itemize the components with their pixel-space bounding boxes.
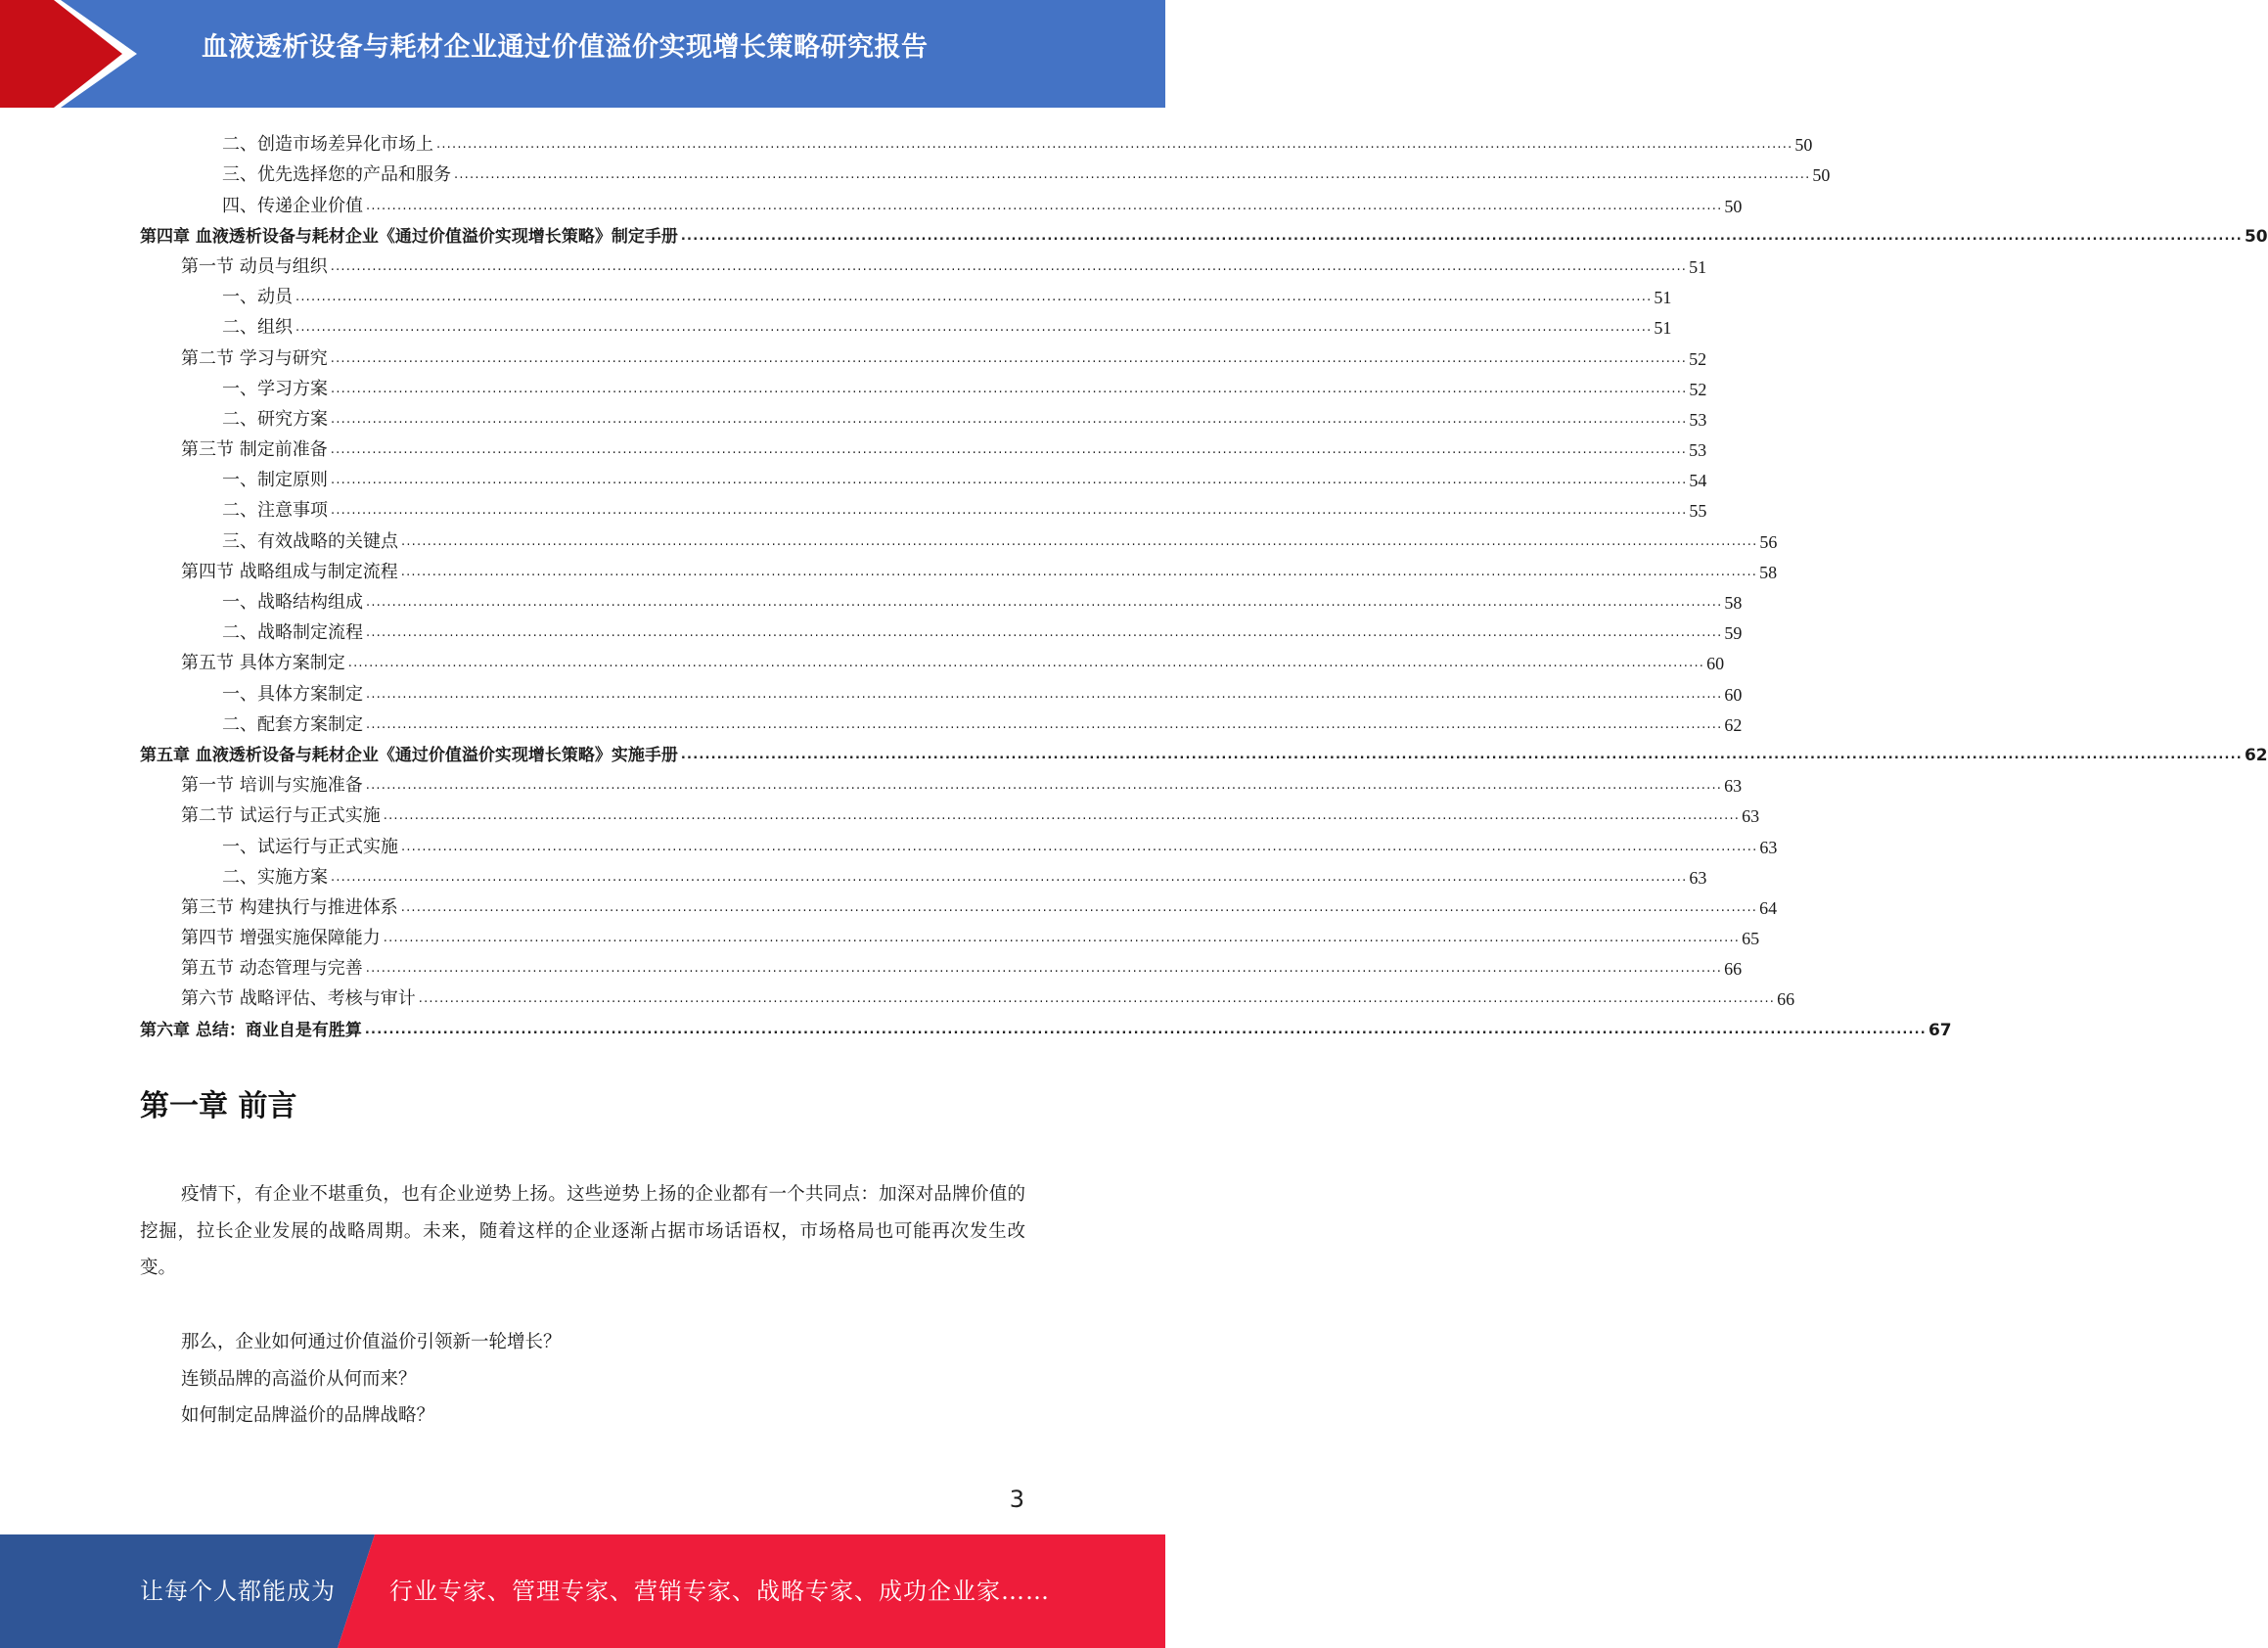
toc-entry-label: 第一节 培训与实施准备	[181, 775, 363, 797]
footer-slogan-left: 让每个人都能成为	[140, 1578, 336, 1605]
toc-subsection-entry[interactable]	[140, 186, 1743, 216]
toc-dot-leader: ....................................................................................................................................................................................................................................................................	[330, 350, 1688, 366]
question-item: 连锁品牌的高溢价从何而来？	[181, 1368, 417, 1390]
toc-subsection-entry[interactable]	[140, 156, 1831, 186]
page-number: 3	[1009, 1486, 1024, 1513]
toc-entry-label: 第五节 动态管理与完善	[181, 958, 363, 980]
toc-section-entry[interactable]	[140, 553, 1778, 583]
toc-subsection-entry[interactable]	[140, 706, 1743, 736]
toc-dot-leader: ....................................................................................................................................................................................................................................................................	[330, 258, 1688, 274]
toc-page-number: 64	[1759, 897, 1778, 918]
toc-dot-leader: ....................................................................................................................................................................................................................................................................	[365, 961, 1723, 977]
toc-page-number: 50	[2244, 226, 2268, 247]
toc-entry-label: 第四节 战略组成与制定流程	[181, 561, 398, 582]
toc-dot-leader: ....................................................................................................................................................................................................................................................................	[295, 320, 1653, 336]
toc-chapter-entry[interactable]	[140, 217, 2268, 248]
toc-dot-leader: ....................................................................................................................................................................................................................................................................	[331, 503, 1688, 519]
toc-page-number: 63	[1724, 776, 1743, 797]
toc-page-number: 53	[1689, 409, 1707, 430]
toc-subsection-entry[interactable]	[140, 522, 1778, 552]
toc-section-entry[interactable]	[140, 949, 1743, 980]
toc-entry-label: 第二节 试运行与正式实施	[181, 805, 381, 827]
toc-dot-leader: ....................................................................................................................................................................................................................................................................	[383, 808, 1741, 824]
toc-subsection-entry[interactable]	[140, 125, 1813, 156]
toc-page-number: 50	[1812, 165, 1831, 186]
toc-page-number: 58	[1724, 593, 1743, 613]
toc-subsection-entry[interactable]	[140, 400, 1707, 431]
toc-entry-label: 第六节 战略评估、考核与审计	[181, 988, 416, 1010]
toc-dot-leader: ....................................................................................................................................................................................................................................................................	[330, 442, 1688, 458]
toc-section-entry[interactable]	[140, 980, 1795, 1010]
toc-entry-label: 第四章 血液透析设备与耗材企业《通过价值溢价实现增长策略》制定手册	[140, 226, 678, 247]
toc-entry-label: 第二节 学习与研究	[181, 347, 328, 369]
toc-entry-label: 三、有效战略的关键点	[222, 530, 398, 552]
toc-section-entry[interactable]	[140, 889, 1778, 919]
toc-entry-label: 第六章 总结：商业自是有胜算	[140, 1020, 362, 1040]
toc-dot-leader: ....................................................................................................................................................................................................................................................................	[401, 839, 1758, 854]
toc-entry-label: 第一节 动员与组织	[181, 255, 328, 277]
toc-subsection-entry[interactable]	[140, 674, 1743, 705]
footer-slogan-right: 行业专家、管理专家、营销专家、战略专家、成功企业家……	[389, 1578, 1050, 1605]
toc-entry-label: 第三节 制定前准备	[181, 439, 328, 461]
toc-subsection-entry[interactable]	[140, 491, 1707, 522]
toc-entry-label: 第三节 构建执行与推进体系	[181, 896, 398, 918]
intro-paragraph: 疫情下，有企业不堪重负，也有企业逆势上扬。这些逆势上扬的企业都有一个共同点：加深对品牌价值的挖掘，拉长企业发展的战略周期。未来，随着这样的企业逐渐占据市场话语权，市场格局也可能再次发生改变。	[140, 1184, 1025, 1278]
toc-subsection-entry[interactable]	[140, 278, 1672, 308]
toc-page-number: 60	[1724, 684, 1743, 705]
toc-page-number: 50	[1794, 135, 1813, 156]
toc-page-number: 62	[1724, 714, 1743, 735]
toc-page-number: 51	[1654, 318, 1672, 339]
toc-page-number: 60	[1706, 654, 1725, 674]
toc-dot-leader: ....................................................................................................................................................................................................................................................................	[331, 473, 1688, 488]
toc-section-entry[interactable]	[140, 919, 1760, 949]
toc-entry-label: 一、试运行与正式实施	[222, 836, 398, 857]
question-list	[181, 1324, 562, 1435]
toc-chapter-entry[interactable]	[140, 736, 2268, 766]
toc-subsection-entry[interactable]	[140, 583, 1743, 614]
footer-banner	[0, 1534, 1165, 1648]
toc-dot-leader: ....................................................................................................................................................................................................................................................................	[331, 869, 1688, 885]
toc-section-entry[interactable]	[140, 431, 1707, 461]
toc-dot-leader: ....................................................................................................................................................................................................................................................................	[454, 167, 1811, 183]
toc-page-number: 50	[1724, 196, 1743, 216]
toc-section-entry[interactable]	[140, 339, 1707, 369]
toc-entry-label: 二、战略制定流程	[222, 622, 363, 644]
toc-page-number: 63	[1759, 837, 1778, 857]
table-of-contents	[140, 125, 2268, 1041]
toc-dot-leader: ....................................................................................................................................................................................................................................................................	[418, 991, 1776, 1007]
toc-entry-label: 二、配套方案制定	[222, 713, 363, 735]
toc-subsection-entry[interactable]	[140, 308, 1672, 339]
toc-chapter-entry[interactable]	[140, 1010, 1952, 1040]
toc-entry-label: 二、组织	[222, 317, 293, 339]
toc-entry-label: 一、学习方案	[222, 378, 328, 399]
toc-page-number: 56	[1759, 531, 1778, 552]
toc-subsection-entry[interactable]	[140, 370, 1707, 400]
toc-dot-leader: ....................................................................................................................................................................................................................................................................	[331, 381, 1688, 396]
header-banner	[0, 0, 1165, 108]
toc-dot-leader: ....................................................................................................................................................................................................................................................................	[366, 198, 1723, 213]
toc-entry-label: 二、研究方案	[222, 408, 328, 430]
toc-page-number: 53	[1689, 440, 1707, 461]
toc-page-number: 65	[1742, 929, 1760, 949]
toc-page-number: 63	[1742, 806, 1760, 827]
toc-section-entry[interactable]	[140, 644, 1725, 674]
toc-dot-leader: ....................................................................................................................................................................................................................................................................	[366, 595, 1723, 610]
toc-subsection-entry[interactable]	[140, 858, 1707, 889]
toc-entry-label: 第四节 增强实施保障能力	[181, 928, 381, 949]
toc-section-entry[interactable]	[140, 766, 1743, 797]
toc-dot-leader: ....................................................................................................................................................................................................................................................................	[401, 533, 1758, 549]
toc-entry-label: 第五章 血液透析设备与耗材企业《通过价值溢价实现增长策略》实施手册	[140, 745, 678, 765]
toc-entry-label: 第五节 具体方案制定	[181, 653, 345, 674]
toc-dot-leader: ....................................................................................................................................................................................................................................................................	[383, 931, 1741, 946]
toc-dot-leader: ....................................................................................................................................................................................................................................................................	[680, 228, 2243, 244]
toc-dot-leader: ....................................................................................................................................................................................................................................................................	[347, 656, 1705, 671]
toc-dot-leader: ....................................................................................................................................................................................................................................................................	[364, 1022, 1927, 1037]
toc-page-number: 62	[2244, 745, 2268, 765]
toc-page-number: 59	[1724, 623, 1743, 644]
toc-subsection-entry[interactable]	[140, 461, 1707, 491]
toc-entry-label: 一、动员	[222, 287, 293, 308]
toc-dot-leader: ....................................................................................................................................................................................................................................................................	[365, 778, 1723, 794]
toc-page-number: 54	[1689, 471, 1707, 491]
question-item: 如何制定品牌溢价的品牌战略？	[181, 1405, 435, 1426]
toc-section-entry[interactable]	[140, 797, 1760, 827]
toc-dot-leader: ....................................................................................................................................................................................................................................................................	[400, 564, 1758, 579]
toc-dot-leader: ....................................................................................................................................................................................................................................................................	[331, 411, 1688, 427]
toc-dot-leader: ....................................................................................................................................................................................................................................................................	[366, 625, 1723, 641]
toc-entry-label: 二、实施方案	[222, 866, 328, 888]
toc-page-number: 51	[1689, 256, 1707, 277]
toc-dot-leader: ....................................................................................................................................................................................................................................................................	[366, 686, 1723, 702]
toc-subsection-entry[interactable]	[140, 614, 1743, 644]
toc-page-number: 52	[1689, 348, 1707, 369]
toc-dot-leader: ....................................................................................................................................................................................................................................................................	[366, 716, 1723, 732]
toc-dot-leader: ....................................................................................................................................................................................................................................................................	[400, 899, 1758, 915]
toc-entry-label: 一、具体方案制定	[222, 683, 363, 705]
toc-page-number: 58	[1759, 562, 1778, 582]
toc-section-entry[interactable]	[140, 248, 1707, 278]
toc-page-number: 66	[1777, 989, 1795, 1010]
toc-dot-leader: ....................................................................................................................................................................................................................................................................	[436, 137, 1793, 153]
toc-entry-label: 三、优先选择您的产品和服务	[222, 164, 451, 186]
chevron-arrow-icon	[0, 0, 157, 108]
chapter-heading: 第一章 前言	[140, 1089, 297, 1123]
toc-entry-label: 一、战略结构组成	[222, 592, 363, 613]
toc-page-number: 67	[1928, 1020, 1952, 1040]
question-item: 那么，企业如何通过价值溢价引领新一轮增长？	[181, 1332, 562, 1352]
toc-entry-label: 四、传递企业价值	[222, 195, 363, 216]
toc-page-number: 51	[1654, 288, 1672, 308]
toc-dot-leader: ....................................................................................................................................................................................................................................................................	[295, 290, 1653, 305]
toc-page-number: 55	[1689, 501, 1707, 522]
toc-subsection-entry[interactable]	[140, 827, 1778, 857]
toc-entry-label: 二、创造市场差异化市场上	[222, 134, 433, 156]
toc-entry-label: 二、注意事项	[222, 500, 328, 522]
toc-page-number: 52	[1689, 379, 1707, 399]
report-title: 血液透析设备与耗材企业通过价值溢价实现增长策略研究报告	[202, 32, 929, 63]
toc-entry-label: 一、制定原则	[222, 470, 328, 491]
toc-dot-leader: ....................................................................................................................................................................................................................................................................	[680, 747, 2243, 762]
toc-page-number: 63	[1689, 867, 1707, 888]
toc-page-number: 66	[1724, 959, 1743, 980]
